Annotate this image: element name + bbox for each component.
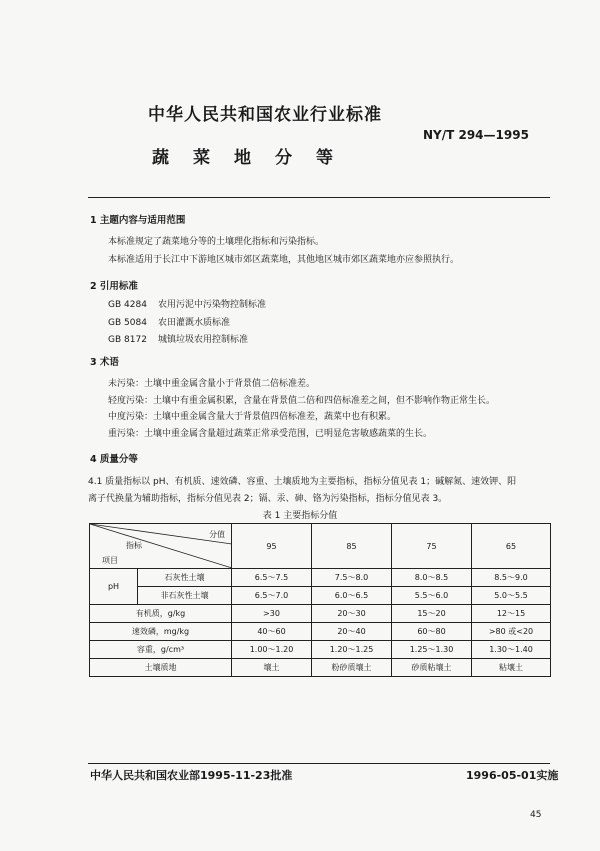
header-item-label: 项目 xyxy=(102,556,118,565)
table-cell: 6.5～7.0 xyxy=(232,587,312,605)
reference-code: GB 5084 xyxy=(108,318,147,328)
score-header: 75 xyxy=(392,524,472,569)
score-header: 65 xyxy=(472,524,551,569)
table-cell: 40～60 xyxy=(232,623,312,641)
table-cell: 6.0～6.5 xyxy=(312,587,392,605)
table-cell: 1.20～1.25 xyxy=(312,641,392,659)
row-label: 土壤质地 xyxy=(90,659,232,677)
term-definition: 未污染：土壤中重金属含量小于背景值二倍标准差。 xyxy=(108,379,316,389)
reference-code: GB 8172 xyxy=(108,335,147,345)
standard-code: NY/T 294—1995 xyxy=(423,128,529,142)
table-cell: 12～15 xyxy=(472,605,551,623)
term-definition: 中度污染：土壤中重金属含量大于背景值四倍标准差，蔬菜中也有积累。 xyxy=(108,412,397,422)
term-definition: 轻度污染：土壤中有重金属积累，含量在背景值二倍和四倍标准差之间，但不影响作物正常生长。 xyxy=(108,396,496,406)
table-diagonal-header xyxy=(90,524,232,569)
table-cell: 20～30 xyxy=(312,605,392,623)
table-cell: 8.5～9.0 xyxy=(472,569,551,587)
document-title: 蔬菜地分等 xyxy=(152,148,357,168)
table-row xyxy=(90,641,551,659)
table-cell: 1.30～1.40 xyxy=(472,641,551,659)
reference-code: GB 4284 xyxy=(108,300,147,310)
table-cell: >80 或<20 xyxy=(472,623,551,641)
term-definition: 重污染：土壤中重金属含量超过蔬菜正常承受范围，已明显危害敏感蔬菜的生长。 xyxy=(108,429,433,439)
table-cell: 1.25～1.30 xyxy=(392,641,472,659)
reference-item xyxy=(108,332,248,345)
section-1-para-2: 本标准适用于长江中下游地区城市郊区蔬菜地，其他地区城市郊区蔬菜地亦应参照执行。 xyxy=(108,255,460,265)
section-3-heading: 3 术语 xyxy=(90,357,119,368)
score-header: 85 xyxy=(312,524,392,569)
table-cell: 壤土 xyxy=(232,659,312,677)
section-4-para-line-2: 离子代换量为辅助指标，指标分值见表 2；镉、汞、砷、铬为污染指标，指标分值见表 3。 xyxy=(88,494,448,504)
table-row xyxy=(90,587,551,605)
table-row xyxy=(90,659,551,677)
section-2-heading: 2 引用标准 xyxy=(90,281,138,292)
table-cell: 60～80 xyxy=(392,623,472,641)
reference-title: 农用污泥中污染物控制标准 xyxy=(158,300,267,310)
header-score-label: 分值 xyxy=(209,530,225,539)
row-label: 非石灰性土壤 xyxy=(138,587,232,605)
table-cell: 粘壤土 xyxy=(472,659,551,677)
score-header: 95 xyxy=(232,524,312,569)
effective-date: 1996-05-01实施 xyxy=(466,769,559,782)
table-row xyxy=(90,623,551,641)
table-cell: 砂质粘壤土 xyxy=(392,659,472,677)
standard-category-title: 中华人民共和国农业行业标准 xyxy=(148,105,382,125)
footer-rule xyxy=(88,763,550,764)
header-rule xyxy=(88,197,550,198)
section-1-heading: 1 主题内容与适用范围 xyxy=(90,215,186,226)
row-label: 石灰性土壤 xyxy=(138,569,232,587)
approval-statement: 中华人民共和国农业部1995-11-23批准 xyxy=(90,769,293,782)
row-label: 容重，g/cm³ xyxy=(90,641,232,659)
table-cell: >30 xyxy=(232,605,312,623)
table-cell: 粉砂质壤土 xyxy=(312,659,392,677)
table-caption: 表 1 主要指标分值 xyxy=(262,511,338,521)
table-cell: 6.5～7.5 xyxy=(232,569,312,587)
main-indicator-table xyxy=(89,523,551,677)
header-indicator-label: 指标 xyxy=(126,541,142,550)
row-label: 有机质，g/kg xyxy=(90,605,232,623)
table-cell: 5.5～6.0 xyxy=(392,587,472,605)
reference-title: 农田灌溉水质标准 xyxy=(158,318,231,328)
reference-item xyxy=(108,297,266,310)
table-cell: 8.0～8.5 xyxy=(392,569,472,587)
page-number: 45 xyxy=(530,810,542,820)
table-cell: 7.5～8.0 xyxy=(312,569,392,587)
reference-item xyxy=(108,315,230,328)
row-label: 速效磷，mg/kg xyxy=(90,623,232,641)
section-1-para-1: 本标准规定了蔬菜地分等的土壤理化指标和污染指标。 xyxy=(108,237,325,247)
ph-label: pH xyxy=(90,569,138,605)
table-cell: 1.00～1.20 xyxy=(232,641,312,659)
table-cell: 20～40 xyxy=(312,623,392,641)
reference-title: 城镇垃圾农用控制标准 xyxy=(158,335,249,345)
section-4-heading: 4 质量分等 xyxy=(90,454,138,465)
table-cell: 5.0～5.5 xyxy=(472,587,551,605)
table-row xyxy=(90,605,551,623)
table-row xyxy=(90,569,551,587)
section-4-para-line-1: 4.1 质量指标以 pH、有机质、速效磷、容重、土壤质地为主要指标，指标分值见表 1；碱解氮、速效钾、阳 xyxy=(88,477,517,487)
table-cell: 15～20 xyxy=(392,605,472,623)
